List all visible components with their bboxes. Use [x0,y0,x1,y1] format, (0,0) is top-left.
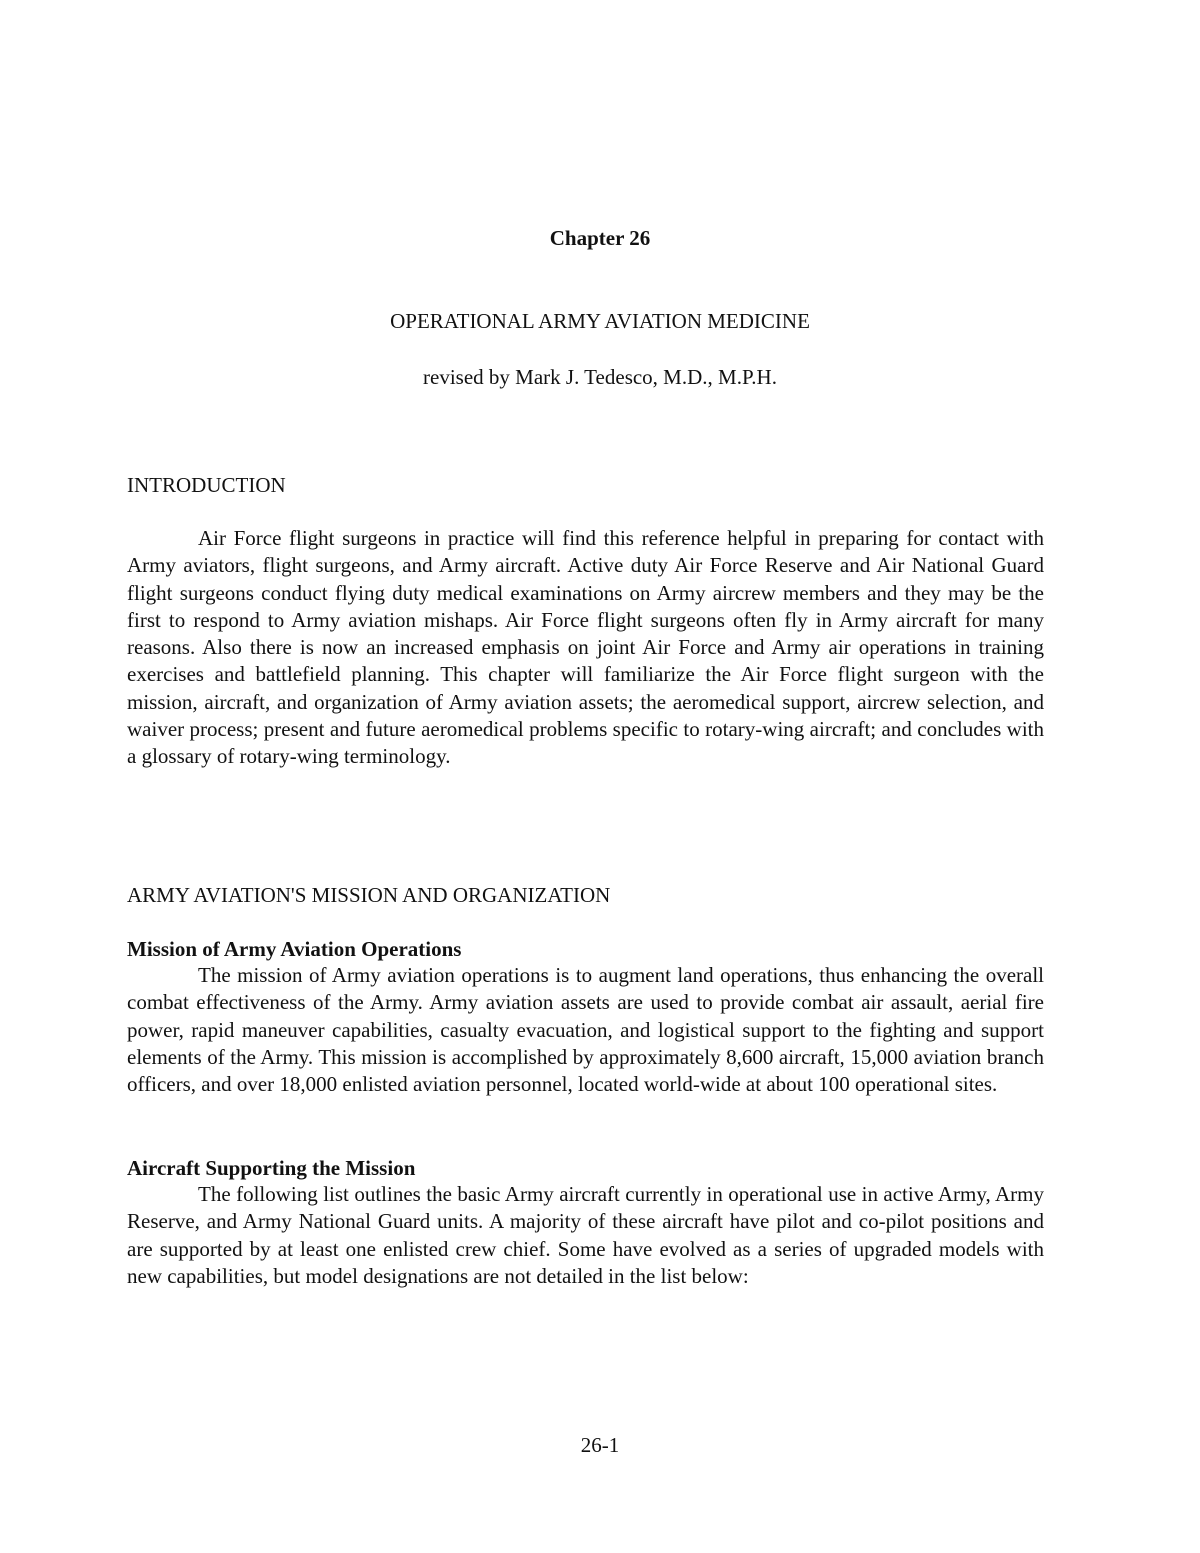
introduction-paragraph: Air Force flight surgeons in practice will find this reference helpful in preparing for contact with Army aviators, flight surgeons, and Army aircraft. Active duty Air Force Reserve and Air National Guard flight surgeons conduct flying duty medical examinations on Army aircrew members and they may be the first to respond to Army aviation mishaps. Air Force flight surgeons often fly in Army aircraft for many reasons. Also there is now an increased emphasis on joint Air Force and Army air operations in training exercises and battlefield planning. This chapter will familiarize the Air Force flight surgeon with the mission, aircraft, and organization of Army aviation assets; the aeromedical support, aircrew selection, and waiver process; present and future aeromedical problems specific to rotary-wing aircraft; and concludes with a glossary of rotary-wing terminology. [127,526,1044,769]
aircraft-subheading: Aircraft Supporting the Mission [127,1156,416,1180]
page-number: 26-1 [580,1433,620,1457]
introduction-heading: INTRODUCTION [127,473,286,497]
aircraft-paragraph: The following list outlines the basic Army aircraft currently in operational use in active Army, Army Reserve, and Army National Guard units. A majority of these aircraft have pilot and co-pilot positions and are supported by at least one enlisted crew chief. Some have evolved as a series of upgraded models with new capabilities, but model designations are not detailed in the list below: [127,1182,1044,1288]
chapter-number: Chapter 26 [549,226,651,250]
author-line: revised by Mark J. Tedesco, M.D., M.P.H. [423,365,777,389]
mission-paragraph: The mission of Army aviation operations is to augment land operations, thus enhancing the overall combat effectiveness of the Army. Army aviation assets are used to provide combat air assault, aerial fire power, rapid maneuver capabilities, casualty evacuation, and logistical support to the fighting and support elements of the Army. This mission is accomplished by approximately 8,600 aircraft, 15,000 aviation branch officers, and over 18,000 enlisted aviation personnel, located world-wide at about 100 operational sites. [127,963,1044,1097]
mission-organization-heading: ARMY AVIATION'S MISSION AND ORGANIZATION [127,883,611,907]
chapter-title: OPERATIONAL ARMY AVIATION MEDICINE [390,309,810,333]
mission-subheading: Mission of Army Aviation Operations [127,937,462,961]
